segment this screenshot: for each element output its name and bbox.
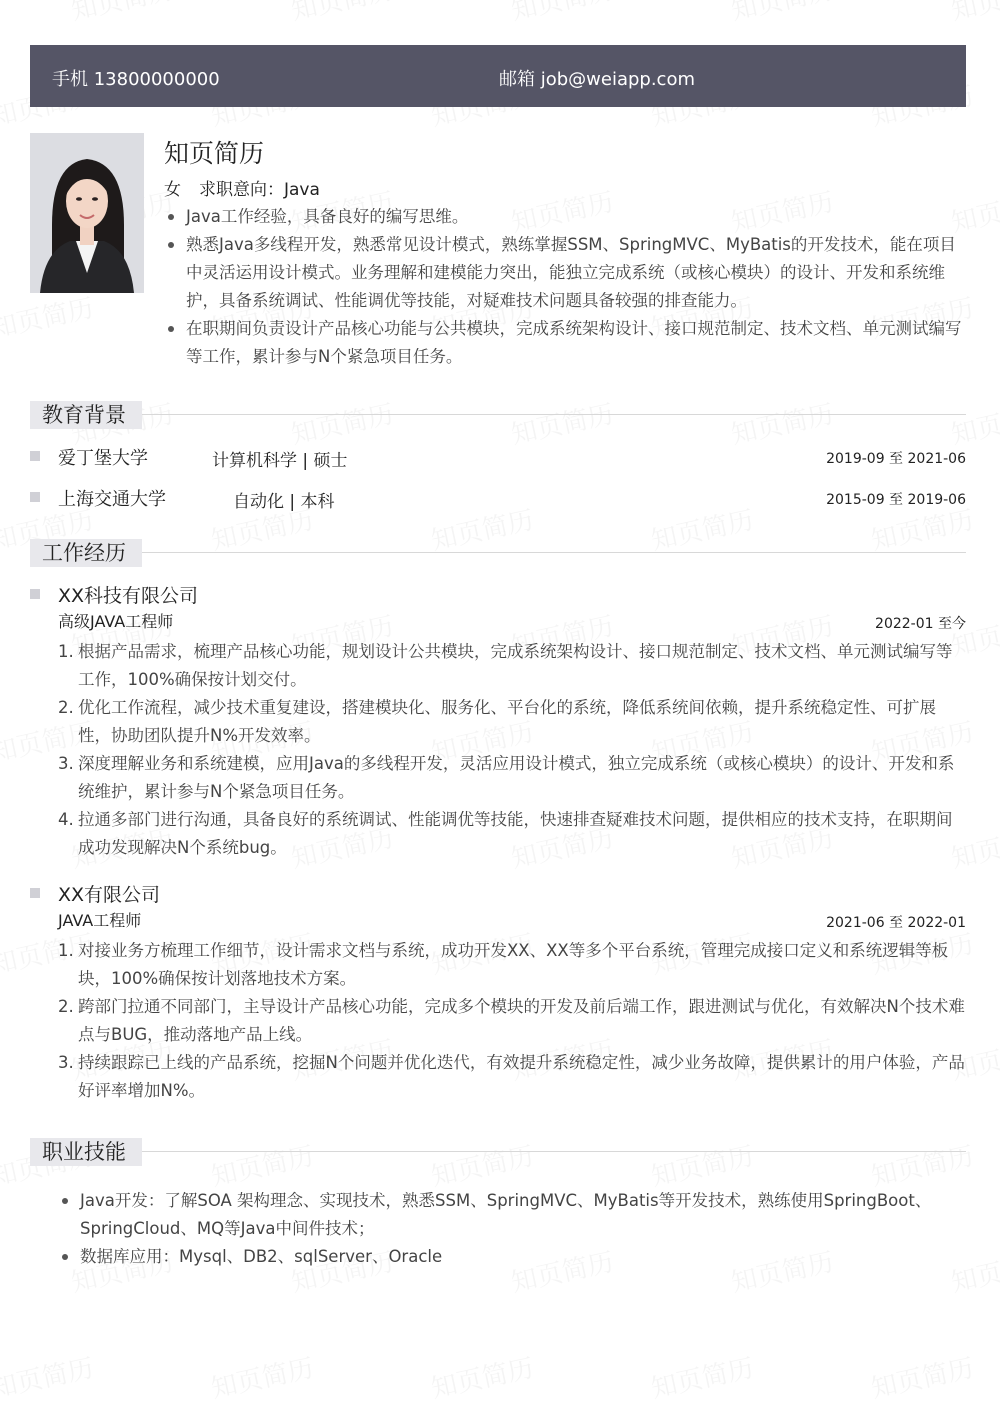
skills-list bbox=[58, 1187, 958, 1271]
duty-list bbox=[58, 638, 966, 862]
date-range: 2019-09 至 2021-06 bbox=[826, 451, 966, 467]
duty-list bbox=[58, 937, 966, 1105]
watermark-text bbox=[0, 1348, 97, 1405]
watermark-text bbox=[287, 0, 396, 27]
watermark-text bbox=[0, 288, 97, 346]
watermark-text bbox=[507, 0, 616, 27]
duty-item: 2. 优化工作流程，减少技术重复建设，搭建模块化、服务化、平台化的系统，降低系统间依赖，提升系统稳定性、可扩展性，协助团队提升N%开发效率。 bbox=[58, 698, 936, 745]
profile-subline bbox=[164, 175, 320, 200]
square-bullet-icon bbox=[30, 888, 40, 898]
school-name: 爱丁堡大学 bbox=[58, 448, 148, 469]
candidate-name: 知页简历 bbox=[164, 139, 265, 168]
education-item bbox=[30, 444, 966, 470]
degree-major: 计算机科学 | 硕士 bbox=[212, 451, 348, 471]
square-bullet-icon bbox=[30, 589, 40, 599]
section-title: 工作经历 bbox=[42, 541, 126, 565]
section-work-header bbox=[30, 539, 966, 567]
watermark-text bbox=[727, 0, 836, 27]
watermark-text bbox=[207, 1348, 316, 1405]
date-range: 2021-06 至 2022-01 bbox=[826, 915, 966, 931]
section-education-header bbox=[30, 401, 966, 429]
company-name: XX有限公司 bbox=[58, 884, 161, 906]
watermark-text bbox=[67, 0, 176, 27]
company-name: XX科技有限公司 bbox=[58, 585, 199, 607]
profile-summary bbox=[164, 203, 966, 371]
summary-item: 在职期间负责设计产品核心功能与公共模块，完成系统架构设计、接口规范制定、技术文档、单元测试编写等工作，累计参与N个紧急项目任务。 bbox=[164, 315, 966, 371]
job-role: 高级JAVA工程师 bbox=[58, 612, 174, 631]
contact-phone: 手机 13800000000 bbox=[52, 69, 220, 90]
job-intent: 求职意向：Java bbox=[199, 180, 320, 200]
divider bbox=[142, 552, 966, 553]
section-title: 教育背景 bbox=[42, 403, 126, 427]
profile-photo bbox=[30, 133, 144, 293]
watermark-text bbox=[947, 0, 1000, 27]
school-name: 上海交通大学 bbox=[58, 489, 166, 510]
watermark-text bbox=[427, 1348, 536, 1405]
section-title: 职业技能 bbox=[42, 1140, 126, 1164]
divider bbox=[142, 1151, 966, 1152]
skill-item: Java开发：了解SOA 架构理念、实现技术，熟悉SSM、SpringMVC、MyBatis等开发技术，熟练使用SpringBoot、SpringCloud、MQ等Java中间件技术； bbox=[58, 1187, 958, 1243]
duty-item: 1. 根据产品需求，梳理产品核心功能，规划设计公共模块，完成系统架构设计、接口规范制定、技术文档、单元测试编写等工作，100%确保按计划交付。 bbox=[58, 642, 953, 689]
education-item bbox=[30, 485, 966, 511]
degree-major: 自动化 | 本科 bbox=[233, 492, 335, 512]
person-portrait-icon bbox=[30, 133, 144, 293]
summary-item: Java工作经验，具备良好的编写思维。 bbox=[164, 203, 966, 231]
summary-item: 熟悉Java多线程开发，熟悉常见设计模式，熟练掌握SSM、SpringMVC、MyBatis的开发技术，能在项目中灵活运用设计模式。业务理解和建模能力突出，能独立完成系统（或核心模块）的设计、开发和系统维护，具备系统调试、性能调优等技能，对疑难技术问题具备较强的排查能力。 bbox=[164, 231, 966, 315]
watermark-text bbox=[647, 1348, 756, 1405]
date-range: 2022-01 至今 bbox=[875, 616, 966, 632]
duty-item: 4. 拉通多部门进行沟通，具备良好的系统调试、性能调优等技能，快速排查疑难技术问题，提供相应的技术支持，在职期间成功发现解决N个系统bug。 bbox=[58, 810, 953, 857]
divider bbox=[142, 414, 966, 415]
duty-item: 2. 跨部门拉通不同部门，主导设计产品核心功能，完成多个模块的开发及前后端工作，跟进测试与优化，有效解决N个技术难点与BUG，推动落地产品上线。 bbox=[58, 997, 965, 1044]
section-skills-header bbox=[30, 1138, 966, 1166]
date-range: 2015-09 至 2019-06 bbox=[826, 492, 966, 508]
contact-bar bbox=[30, 45, 966, 107]
duty-item: 3. 深度理解业务和系统建模，应用Java的多线程开发，灵活应用设计模式，独立完成系统（或核心模块）的设计、开发和系统维护，累计参与N个紧急项目任务。 bbox=[58, 754, 955, 801]
job-role: JAVA工程师 bbox=[58, 911, 142, 930]
watermark-text bbox=[867, 1348, 976, 1405]
duty-item: 3. 持续跟踪已上线的产品系统，挖掘N个问题并优化迭代，有效提升系统稳定性，减少业务故障，提供累计的用户体验，产品好评率增加N%。 bbox=[58, 1053, 965, 1100]
gender: 女 bbox=[164, 180, 181, 200]
contact-email: 邮箱 job@weiapp.com bbox=[499, 69, 696, 90]
skill-item: 数据库应用：Mysql、DB2、sqlServer、Oracle bbox=[58, 1243, 958, 1271]
duty-item: 1. 对接业务方梳理工作细节，设计需求文档与系统，成功开发XX、XX等多个平台系统，管理完成接口定义和系统逻辑等板块，100%确保按计划落地技术方案。 bbox=[58, 941, 949, 988]
